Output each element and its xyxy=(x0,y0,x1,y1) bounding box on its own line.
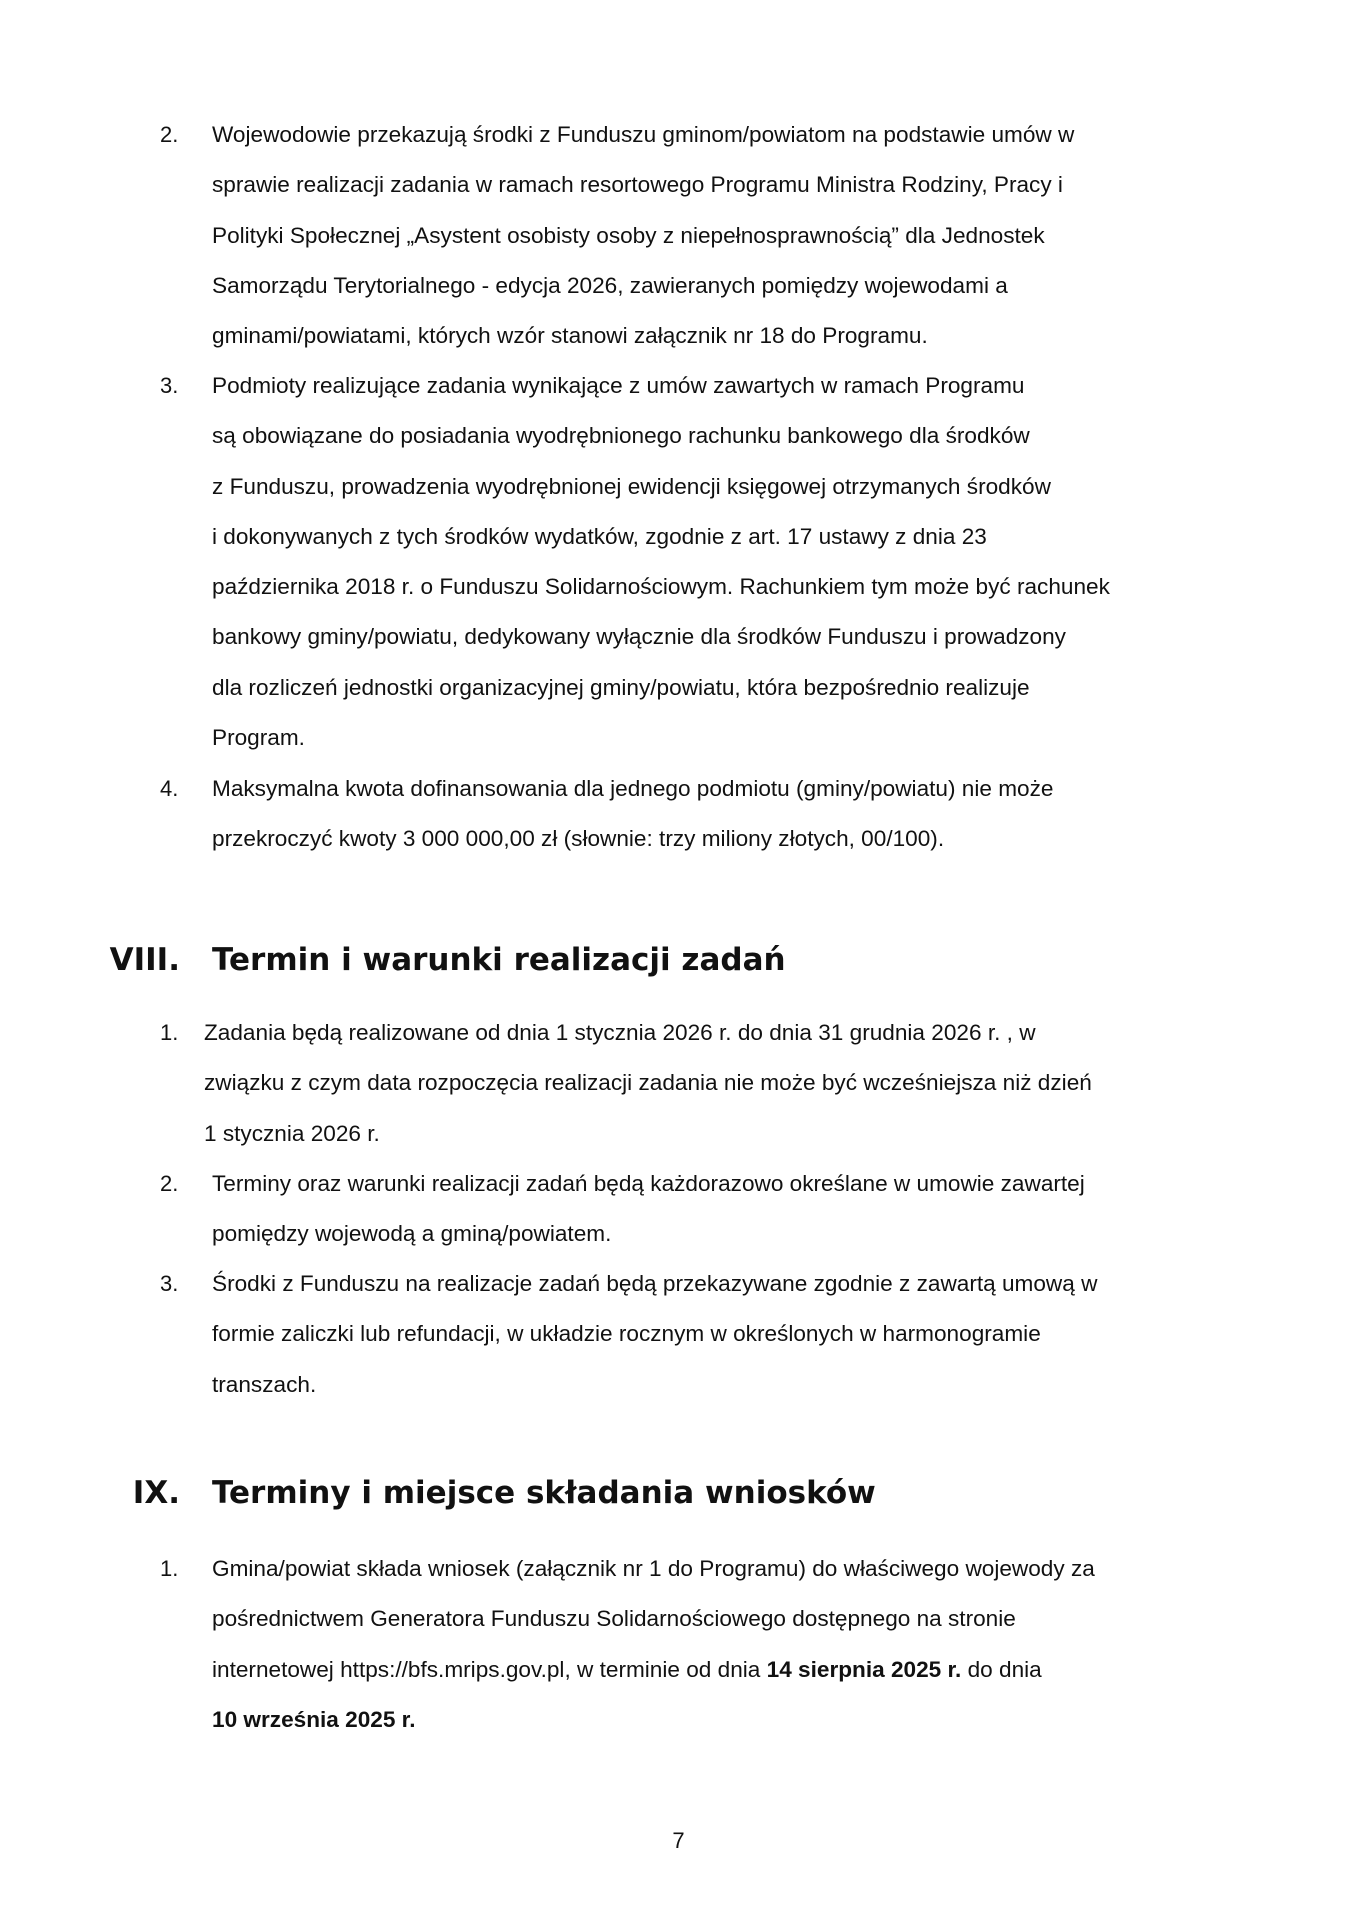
section-heading xyxy=(0,935,1357,985)
list-item-number: 3. xyxy=(160,1271,179,1296)
text-segment: do dnia xyxy=(961,1656,1042,1682)
list-item-text xyxy=(212,110,1212,361)
text-line: z Funduszu, prowadzenia wyodrębnionej ewidencji księgowej otrzymanych środków xyxy=(212,473,1051,499)
deadline-end-date: 10 września 2025 r. xyxy=(212,1706,416,1732)
list-item-number: 2. xyxy=(160,1171,179,1196)
text-line: sprawie realizacji zadania w ramach resortowego Programu Ministra Rodziny, Pracy i xyxy=(212,172,1063,198)
text-line: dla rozliczeń jednostki organizacyjnej gminy/powiatu, która bezpośrednio realizuje xyxy=(212,674,1030,700)
text-line: związku z czym data rozpoczęcia realizacji zadania nie może być wcześniejsza niż dzień xyxy=(204,1070,1092,1096)
list-item-number: 1. xyxy=(160,1556,179,1581)
list-item-text xyxy=(212,361,1212,763)
list-item-number: 3. xyxy=(160,373,179,398)
text-line: 1 stycznia 2026 r. xyxy=(204,1120,380,1146)
text-line xyxy=(212,1645,1212,1695)
list-item-text xyxy=(212,764,1212,865)
section-number: VIII. xyxy=(109,942,180,978)
text-line: transzach. xyxy=(212,1371,317,1397)
text-segment: internetowej https://bfs.mrips.gov.pl, w terminie od dnia xyxy=(212,1656,767,1682)
list-item-number: 2. xyxy=(160,122,179,147)
list-item-number: 1. xyxy=(160,1020,179,1045)
section-number: IX. xyxy=(132,1475,180,1511)
text-line: Zadania będą realizowane od dnia 1 stycznia 2026 r. do dnia 31 grudnia 2026 r. , w xyxy=(204,1020,1036,1045)
text-line: Terminy oraz warunki realizacji zadań będą każdorazowo określane w umowie zawartej xyxy=(212,1171,1085,1196)
section-title: Terminy i miejsce składania wniosków xyxy=(212,1475,876,1511)
text-line: Maksymalna kwota dofinansowania dla jednego podmiotu (gminy/powiatu) nie może xyxy=(212,776,1054,801)
list-item-text xyxy=(204,1008,1204,1159)
text-line: Program. xyxy=(212,725,305,751)
text-line: Samorządu Terytorialnego - edycja 2026, zawieranych pomiędzy wojewodami a xyxy=(212,272,1008,298)
page-number: 7 xyxy=(672,1828,685,1853)
list-item-text xyxy=(212,1159,1212,1260)
text-line: i dokonywanych z tych środków wydatków, zgodnie z art. 17 ustawy z dnia 23 xyxy=(212,523,987,549)
text-line: Środki z Funduszu na realizacje zadań będą przekazywane zgodnie z zawartą umową w xyxy=(212,1271,1098,1296)
text-line: października 2018 r. o Funduszu Solidarnościowym. Rachunkiem tym może być rachunek xyxy=(212,574,1110,600)
section-title: Termin i warunki realizacji zadań xyxy=(212,942,786,978)
text-line: Wojewodowie przekazują środki z Funduszu gminom/powiatom na podstawie umów w xyxy=(212,122,1075,147)
list-item-text xyxy=(212,1544,1212,1745)
deadline-start-date: 14 sierpnia 2025 r. xyxy=(766,1656,962,1682)
text-line: formie zaliczki lub refundacji, w układzie rocznym w określonych w harmonogramie xyxy=(212,1321,1041,1347)
text-line: Polityki Społecznej „Asystent osobisty osoby z niepełnosprawnością” dla Jednostek xyxy=(212,222,1045,248)
list-item-text xyxy=(212,1259,1212,1410)
text-line: przekroczyć kwoty 3 000 000,00 zł (słownie: trzy miliony złotych, 00/100). xyxy=(212,826,945,852)
text-line: Gmina/powiat składa wniosek (załącznik nr 1 do Programu) do właściwego wojewody za xyxy=(212,1556,1095,1581)
text-line: są obowiązane do posiadania wyodrębnionego rachunku bankowego dla środków xyxy=(212,423,1030,449)
section-heading xyxy=(0,1468,1357,1518)
text-line: pośrednictwem Generatora Funduszu Solidarnościowego dostępnego na stronie xyxy=(212,1606,1016,1632)
text-line: bankowy gminy/powiatu, dedykowany wyłącznie dla środków Funduszu i prowadzony xyxy=(212,624,1066,650)
text-line: Podmioty realizujące zadania wynikające z umów zawartych w ramach Programu xyxy=(212,373,1025,398)
text-line: pomiędzy wojewodą a gminą/powiatem. xyxy=(212,1221,612,1247)
text-line: gminami/powiatami, których wzór stanowi załącznik nr 18 do Programu. xyxy=(212,323,928,349)
list-item-number: 4. xyxy=(160,776,179,801)
